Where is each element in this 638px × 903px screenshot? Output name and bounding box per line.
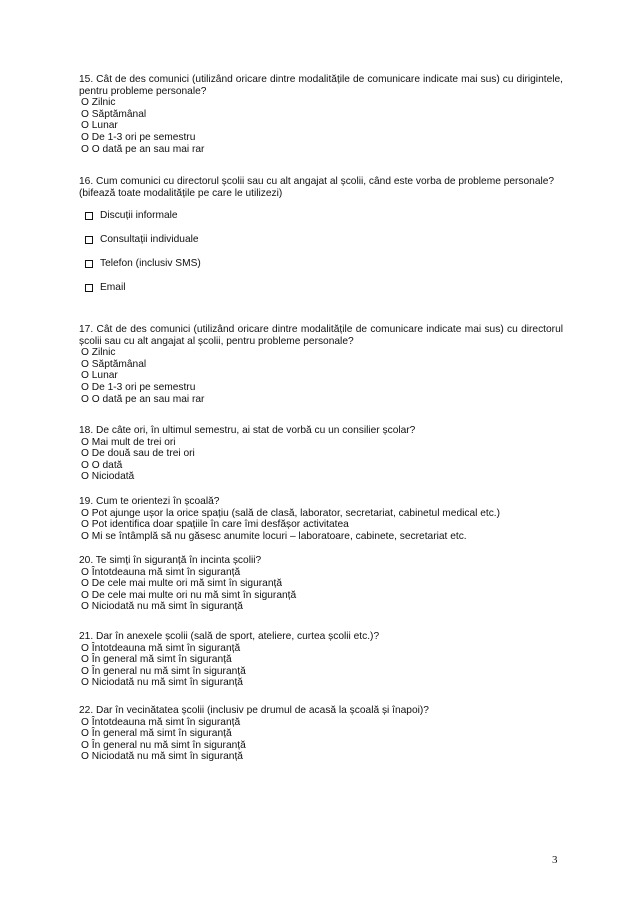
checkbox-icon[interactable]: [85, 236, 93, 244]
question-20: [79, 555, 563, 613]
question-19-options: [79, 508, 563, 543]
checkbox-item[interactable]: [85, 234, 563, 246]
option-item[interactable]: O De cele mai multe ori nu mă simt în siguranță: [81, 589, 297, 601]
question-15: [79, 74, 563, 155]
checkbox-icon[interactable]: [85, 212, 93, 220]
page-number: 3: [552, 854, 558, 866]
option-item[interactable]: O În general mă simt în siguranță: [81, 654, 232, 666]
question-22-options: [79, 717, 563, 763]
option-item[interactable]: O De 1-3 ori pe semestru: [81, 131, 196, 143]
option-item[interactable]: O În general nu mă simt în siguranță: [81, 665, 246, 677]
checkbox-icon[interactable]: [85, 284, 93, 292]
option-item[interactable]: O Întotdeauna mă simt în siguranță: [81, 566, 241, 578]
checkbox-item[interactable]: [85, 210, 563, 222]
checkbox-label: Discuții informale: [100, 210, 178, 222]
question-16: [79, 176, 563, 294]
question-19-text: 19. Cum te orientezi în școală?: [79, 496, 220, 507]
question-16-text: 16. Cum comunici cu directorul școlii sau cu alt angajat al școlii, când este vorba de probleme personale?: [79, 176, 555, 187]
option-item[interactable]: O Întotdeauna mă simt în siguranță: [81, 642, 241, 654]
question-18-text: 18. De câte ori, în ultimul semestru, ai stat de vorbă cu un consilier școlar?: [79, 425, 416, 436]
question-16-instruction: (bifează toate modalitățile pe care le utilizezi): [79, 187, 283, 199]
option-item[interactable]: O Pot identifica doar spațiile în care îmi desfășor activitatea: [81, 519, 349, 531]
option-item[interactable]: O Mai mult de trei ori: [81, 436, 176, 448]
question-21: [79, 631, 563, 689]
checkbox-label: Email: [100, 282, 126, 294]
option-item[interactable]: O De cele mai multe ori mă simt în siguranță: [81, 578, 282, 590]
option-item[interactable]: O O dată pe an sau mai rar: [81, 393, 205, 405]
question-15-text: 15. Cât de des comunici (utilizând oricare dintre modalitățile de comunicare indicate mai sus) cu dirigintele, pentru probleme personale?: [79, 74, 563, 97]
checkbox-label: Consultații individuale: [100, 234, 199, 246]
option-item[interactable]: O Zilnic: [81, 347, 116, 359]
option-item[interactable]: O Întotdeauna mă simt în siguranță: [81, 716, 241, 728]
question-17: [79, 324, 563, 405]
question-17-options: [79, 347, 563, 405]
question-21-text: 21. Dar în anexele școlii (sală de sport, ateliere, curtea școlii etc.)?: [79, 631, 380, 642]
option-item[interactable]: O De două sau de trei ori: [81, 448, 195, 460]
option-item[interactable]: O Lunar: [81, 120, 118, 132]
checkbox-label: Telefon (inclusiv SMS): [100, 258, 201, 270]
option-item[interactable]: O O dată pe an sau mai rar: [81, 143, 205, 155]
option-item[interactable]: O Lunar: [81, 370, 118, 382]
checkbox-item[interactable]: [85, 282, 563, 294]
option-item[interactable]: O În general mă simt în siguranță: [81, 728, 232, 740]
option-item[interactable]: O Niciodată nu mă simt în siguranță: [81, 751, 243, 763]
option-item[interactable]: O Mi se întâmplă să nu găsesc anumite locuri – laboratoare, cabinete, secretariat etc.: [81, 530, 467, 542]
option-item[interactable]: O De 1-3 ori pe semestru: [81, 381, 196, 393]
question-20-text: 20. Te simți în siguranță în incinta școlii?: [79, 555, 262, 566]
option-item[interactable]: O Săptămânal: [81, 108, 147, 120]
question-22-text: 22. Dar în vecinătatea școlii (inclusiv pe drumul de acasă la școală și înapoi)?: [79, 705, 429, 716]
question-18-options: [79, 437, 563, 483]
option-item[interactable]: O Pot ajunge ușor la orice spațiu (sală de clasă, laborator, secretariat, cabinetul medical etc.): [81, 507, 501, 519]
checkbox-item[interactable]: [85, 258, 563, 270]
question-19: [79, 496, 563, 542]
checkbox-icon[interactable]: [85, 260, 93, 268]
option-item[interactable]: O O dată: [81, 459, 123, 471]
question-17-text: 17. Cât de des comunici (utilizând oricare dintre modalitățile de comunicare indicate mai sus) cu directorul școlii sau cu alt angajat al școlii, pentru probleme personale?: [79, 324, 563, 347]
option-item[interactable]: O Săptămânal: [81, 358, 147, 370]
option-item[interactable]: O Zilnic: [81, 97, 116, 109]
option-item[interactable]: O Niciodată nu mă simt în siguranță: [81, 601, 243, 613]
question-20-options: [79, 567, 563, 613]
question-18: [79, 425, 563, 483]
question-15-options: [79, 97, 563, 155]
question-22: [79, 705, 563, 763]
question-21-options: [79, 643, 563, 689]
option-item[interactable]: O Niciodată nu mă simt în siguranță: [81, 677, 243, 689]
option-item[interactable]: O În general nu mă simt în siguranță: [81, 739, 246, 751]
option-item[interactable]: O Niciodată: [81, 471, 135, 483]
